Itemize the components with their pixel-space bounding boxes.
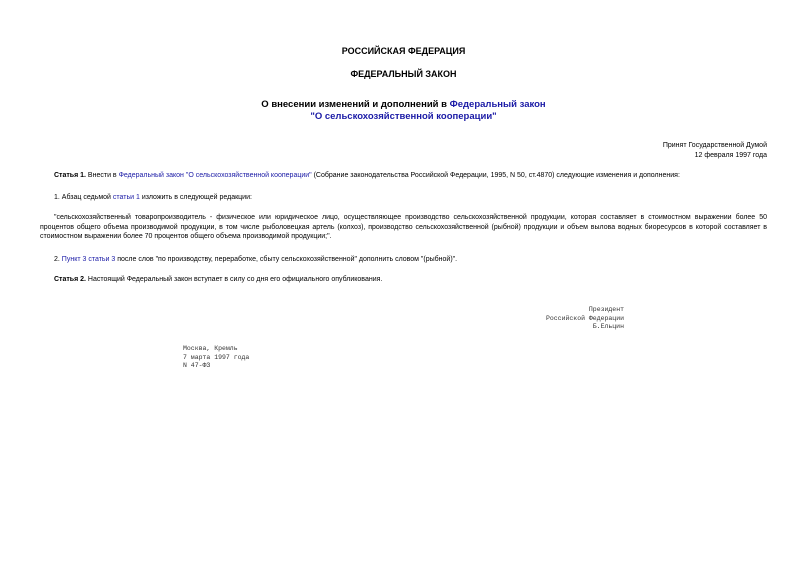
- place-date-block: [183, 345, 249, 371]
- adoption-info: [663, 141, 767, 161]
- item-1-text-b: изложить в следующей редакции:: [139, 194, 252, 201]
- article-1-text-a: Внести в: [85, 172, 119, 179]
- item-1-text-a: 1. Абзац седьмой: [54, 194, 113, 201]
- law-type-heading: ФЕДЕРАЛЬНЫЙ ЗАКОН: [350, 69, 457, 79]
- country-heading: РОССИЙСКАЯ ФЕДЕРАЦИЯ: [341, 46, 466, 56]
- signing-date: 7 марта 1997 года: [183, 353, 250, 361]
- article-1-law-link[interactable]: Федеральный закон "О сельскохозяйственной кооперации": [118, 172, 312, 179]
- title-prefix: О внесении изменений и дополнений в: [261, 99, 450, 110]
- item-1: [40, 193, 767, 203]
- clause-3-article-3-link[interactable]: Пункт 3 статьи 3: [61, 256, 116, 263]
- law-title: [0, 99, 807, 123]
- cooperation-law-link[interactable]: "О сельскохозяйственной кооперации": [310, 111, 497, 122]
- adoption-date: 12 февраля 1997 года: [694, 152, 767, 159]
- item-2: [40, 255, 767, 265]
- signature-name: Б.Ельцин: [592, 323, 624, 330]
- federal-law-link[interactable]: Федеральный закон: [449, 99, 546, 110]
- item-2-text-b: после слов "по производству, переработке, сбыту сельскохозяйственной" дополнить словом "(рыбной)".: [115, 256, 458, 263]
- article-1: [40, 171, 767, 181]
- signature-block: [546, 306, 624, 332]
- article-1-text-b: (Собрание законодательства Российской Федерации, 1995, N 50, ст.4870) следующие изменения и дополнения:: [311, 172, 680, 179]
- article-2-label: Статья 2.: [54, 276, 86, 283]
- signature-title: Президент: [588, 306, 624, 313]
- quoted-definition: "сельскохозяйственный товаропроизводитель - физическое или юридическое лицо, осуществляющее производство сельскохозяйственной продукции, которая составляет в стоимостном выражении более 50 процентов общего объема производимой продукции, в том числе рыболовецкая артель (колхоз), производство сельскохозяйственной (рыбной) продукции и объем вылова водных биоресурсов в которой составляет в стоимостном выражении более 70 процентов общего объема производимой продукции;".: [40, 214, 767, 240]
- article-2: [40, 275, 767, 285]
- article-1-ref-link[interactable]: статьи 1: [112, 194, 140, 201]
- signature-country: Российской Федерации: [545, 314, 624, 322]
- article-1-label: Статья 1.: [54, 172, 86, 179]
- article-2-text: Настоящий Федеральный закон вступает в силу со дня его официального опубликования.: [85, 276, 383, 283]
- item-2-text-a: 2.: [54, 256, 62, 263]
- law-number: N 47-ФЗ: [183, 362, 211, 369]
- adoption-body: Принят Государственной Думой: [662, 142, 767, 149]
- place-name: Москва, Кремль: [183, 345, 238, 352]
